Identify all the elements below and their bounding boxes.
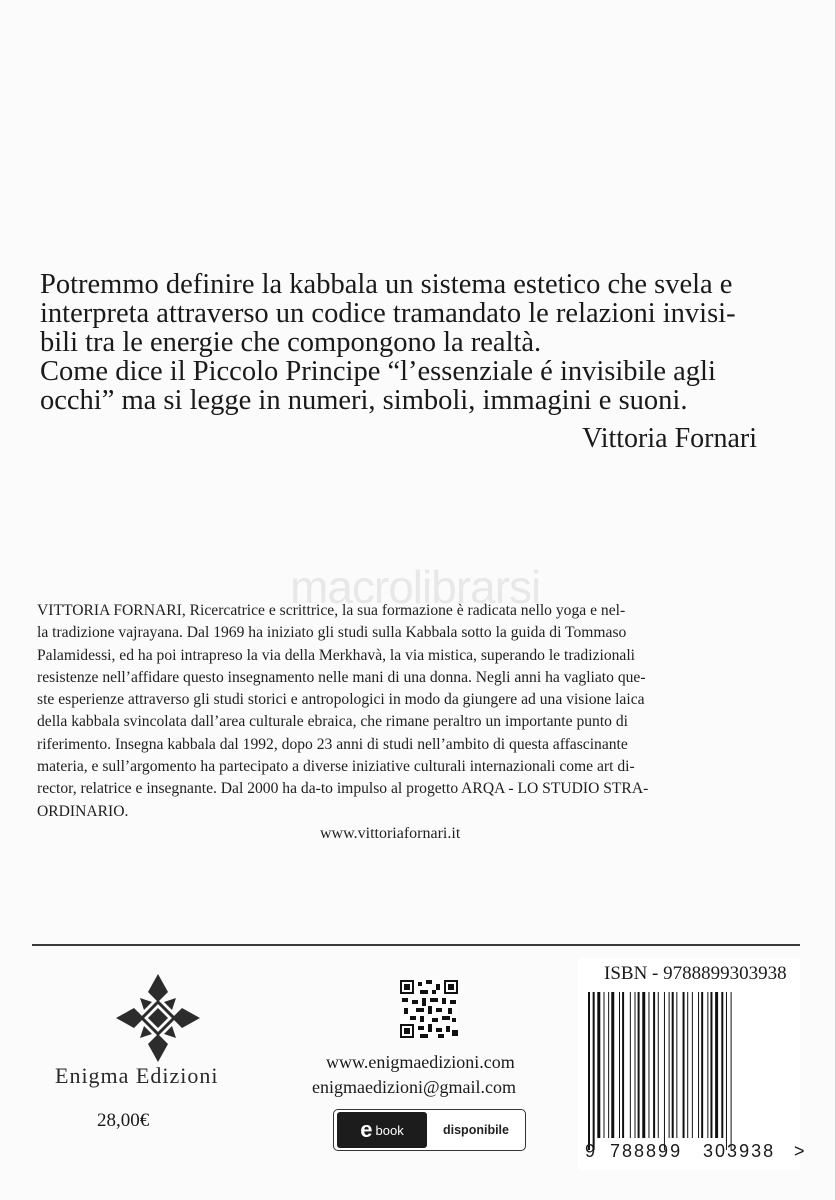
barcode-bar — [604, 992, 605, 1138]
publisher-name: Enigma Edizioni — [55, 1063, 219, 1088]
bio-line: materia, e sull’argomento ha partecipato a diverse iniziative culturali internazionali come art di- — [37, 758, 635, 776]
barcode-bar — [715, 992, 718, 1138]
barcode-icon — [586, 992, 779, 1150]
barcode-digit-lead: 9 — [585, 1141, 596, 1161]
bio-line: la tradizione vajrayana. Dal 1969 ha iniziato gli studi sulla Kabbala sotto la guida di Tommaso — [37, 624, 627, 642]
barcode-bar — [687, 992, 688, 1138]
barcode-bar — [593, 992, 595, 1150]
quote-author: Vittoria Fornari — [582, 423, 757, 454]
publisher-email-link[interactable]: enigmaedizioni@gmail.com — [312, 1077, 517, 1097]
bio-line: resistenze nell’affidare questo insegnamento nelle mani di una donna. Negli anni ha vagliato que- — [37, 668, 646, 686]
bio-line: ORDINARIO. — [37, 802, 129, 820]
ebook-word: book — [375, 1122, 404, 1138]
barcode-digit-group-left: 788899 — [610, 1141, 683, 1161]
cover-quote — [40, 270, 762, 415]
barcode-digit-group-right: 303938 — [703, 1141, 776, 1161]
barcode-bar — [653, 992, 655, 1138]
barcode-bar — [683, 992, 685, 1138]
barcode-digits — [585, 1141, 805, 1162]
barcode-bar — [669, 992, 670, 1138]
barcode-bar — [642, 992, 645, 1138]
barcode-bar — [658, 992, 659, 1138]
barcode-bar — [630, 992, 631, 1138]
isbn-label: ISBN - 9788899303938 — [604, 963, 787, 984]
barcode-bar — [608, 992, 609, 1138]
ebook-e-icon: e — [360, 1117, 373, 1142]
barcode-bar — [701, 992, 703, 1138]
barcode-bar — [588, 992, 590, 1150]
barcode-bar — [726, 992, 727, 1150]
barcode-bar — [672, 992, 674, 1138]
barcode-bar — [692, 992, 693, 1138]
barcode-bar — [622, 992, 624, 1138]
author-bio — [37, 600, 765, 823]
barcode-bar — [638, 992, 640, 1138]
bio-line: riferimento. Insegna kabbala dal 1992, dopo 23 anni di studi nell’ambito di questa affascinante — [37, 735, 628, 753]
barcode-bar — [648, 992, 649, 1138]
bio-line: ste esperienze attraverso gli studi storici e antropologici in modo da giungere ad una visione laica — [37, 691, 645, 709]
enigma-logo-icon — [114, 972, 202, 1064]
barcode-bar — [731, 992, 732, 1150]
bio-line: VITTORIA FORNARI, Ricercatrice e scrittrice, la sua formazione è radicata nello yoga e nel- — [37, 602, 626, 619]
barcode-bar — [721, 992, 723, 1138]
ebook-badge — [333, 1109, 526, 1151]
footer-divider — [32, 944, 800, 946]
ebook-availability: disponibile — [443, 1123, 509, 1137]
bio-line: Palamidessi, ed ha poi intrapreso la via della Merkhavà, la via mistica, superando le tradizionali — [37, 646, 635, 664]
quote-line: interpreta attraverso un codice tramandato le relazioni invisi- — [40, 298, 736, 329]
ebook-logo — [337, 1112, 427, 1148]
barcode-arrow: > — [794, 1141, 805, 1161]
quote-line: bili tra le energie che compongono la realtà. — [40, 327, 542, 358]
barcode-bar — [698, 992, 699, 1138]
book-price: 28,00€ — [97, 1110, 150, 1131]
barcode-bar — [707, 992, 708, 1138]
barcode-bar — [611, 992, 614, 1138]
barcode-bar — [619, 992, 620, 1138]
author-website-link[interactable]: www.vittoriafornari.it — [320, 825, 461, 842]
quote-line: Potremmo definire la kabbala un sistema estetico che svela e — [40, 269, 733, 300]
bio-line: della kabbala svincolata dall’area culturale ebraica, che rimane peraltro un importante punto di — [37, 713, 628, 731]
barcode-bar — [664, 992, 665, 1150]
watermark: macrolibrarsi — [290, 561, 541, 613]
quote-line: occhi” ma si legge in numeri, simboli, immagini e suoni. — [40, 385, 688, 416]
qr-code-icon[interactable] — [400, 980, 458, 1038]
barcode-bar — [676, 992, 677, 1138]
bio-line: rector, relatrice e insegnante. Dal 2000 ha da-to impulso al progetto ARQA - LO STUDIO STRA- — [37, 780, 649, 798]
barcode-bar — [635, 992, 636, 1138]
barcode-bar — [710, 992, 712, 1138]
quote-line: Come dice il Piccolo Principe “l’essenziale é invisibile agli — [40, 356, 716, 387]
publisher-website-link[interactable]: www.enigmaedizioni.com — [326, 1052, 515, 1072]
barcode-bar — [597, 992, 600, 1138]
